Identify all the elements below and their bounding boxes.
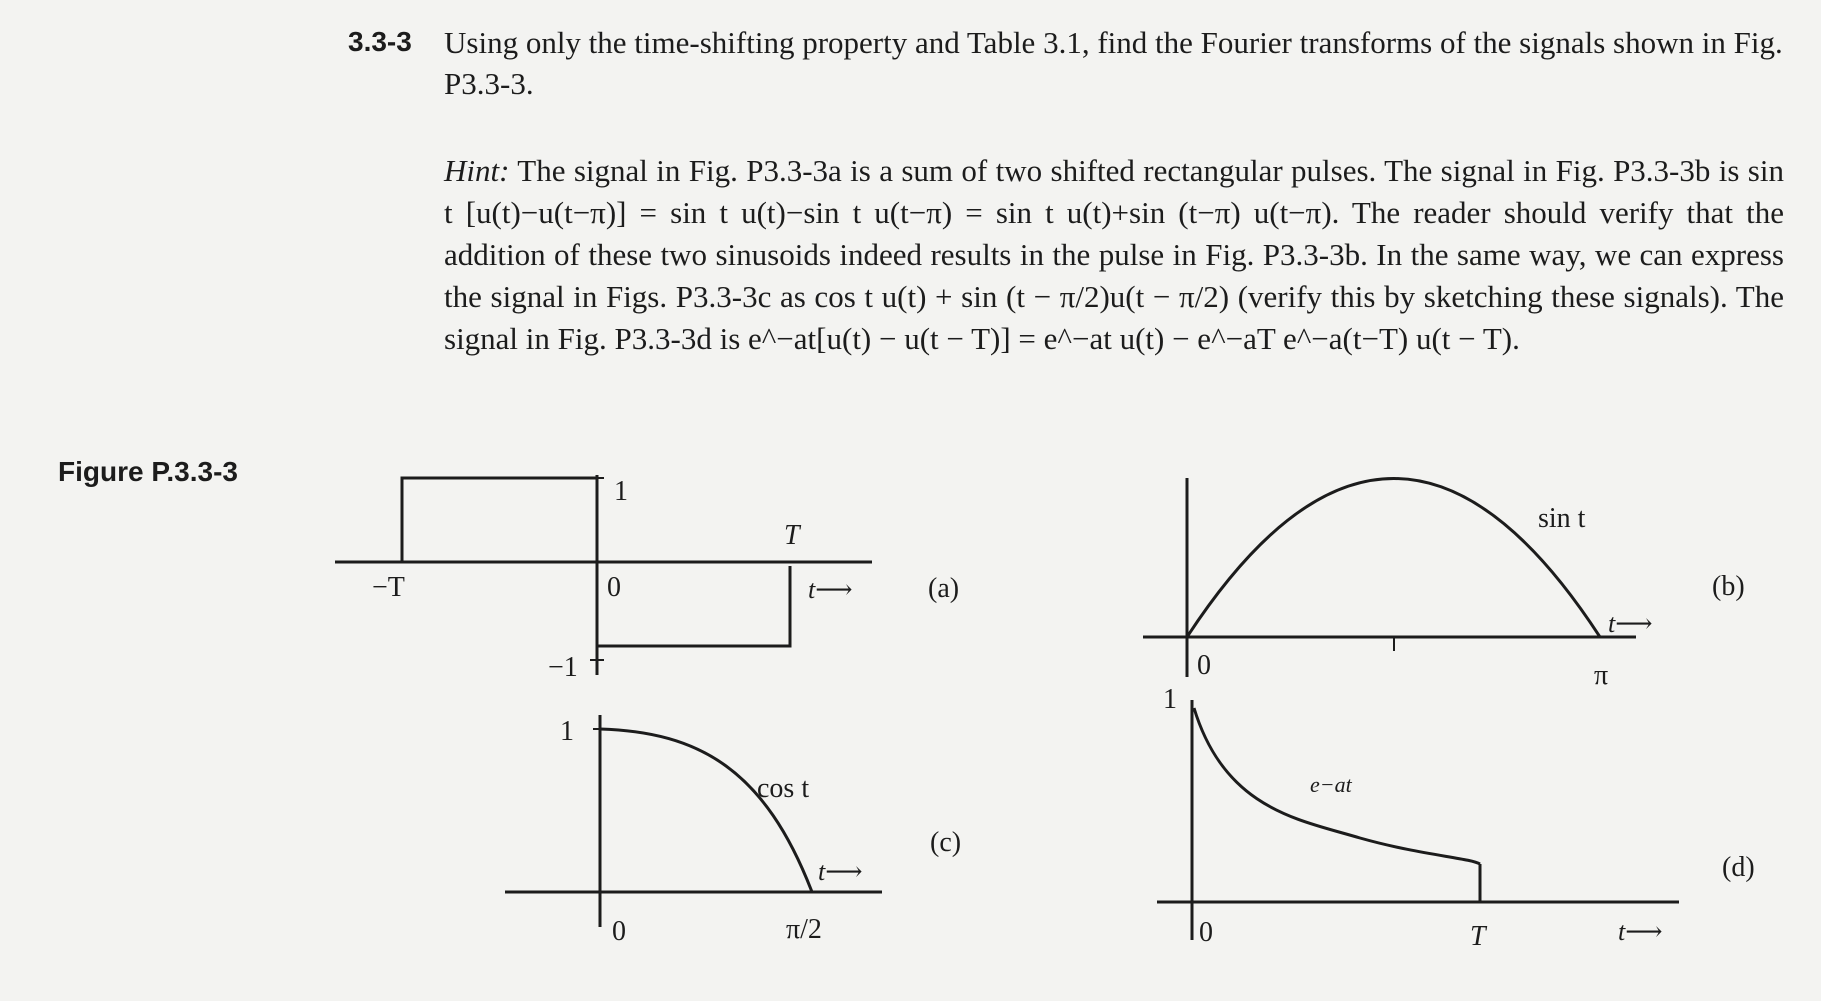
panel-a-label-one: 1: [614, 476, 628, 507]
panel-a-label-T: T: [784, 520, 800, 551]
panel-d: [1157, 700, 1679, 940]
panel-d-label-zero: 0: [1199, 917, 1213, 948]
panel-d-label-one: 1: [1163, 684, 1177, 715]
panel-d-t-axis-label: t⟶: [1618, 917, 1663, 946]
panel-b-curve-label: sin t: [1538, 503, 1586, 534]
panel-d-label-T: T: [1470, 921, 1486, 952]
panel-a-pulse-negative: [597, 566, 790, 646]
panel-d-tag: (d): [1722, 852, 1755, 883]
hint-text: The signal in Fig. P3.3-3a is a sum of two shifted rectangular pulses. The signal in Fig. P3.3-3b is sin t [u(t)−u(t−π)] = sin t u(t)−sin t u(t−π) = sin t u(t)+sin (t−π) u(t−π). The reader should verify that the addition of these two sinusoids indeed results in the pulse in Fig. P3.3-3b. In the same way, we can express the signal in Figs. P3.3-3c as cos t u(t) + sin (t − π/2)u(t − π/2) (verify this by sketching these signals). The signal in Fig. P3.3-3d is e^−at[u(t) − u(t − T)] = e^−at u(t) − e^−aT e^−a(t−T) u(t − T).: [444, 153, 1784, 356]
panel-c-label-one: 1: [560, 716, 574, 747]
panel-a-label-neg-one: −1: [548, 652, 578, 683]
panel-b-t-axis-label: t⟶: [1608, 609, 1653, 638]
panel-d-curve-label: e−at: [1310, 772, 1352, 797]
panel-c-label-zero: 0: [612, 916, 626, 947]
panel-c-cos-curve: [600, 729, 812, 892]
panel-c-tag: (c): [930, 827, 962, 858]
panel-a: [335, 475, 872, 675]
panel-b-label-pi: π: [1594, 660, 1609, 691]
panel-b-tag: (b): [1712, 571, 1745, 602]
panel-a-label-zero: 0: [607, 572, 621, 603]
panel-c-label-pi-half: π/2: [786, 914, 822, 945]
panel-a-t-axis-label: t⟶: [808, 575, 853, 604]
problem-statement: Using only the time-shifting property and Table 3.1, find the Fourier transforms of the signals shown in Fig. P3.3-3.: [444, 25, 1783, 101]
figure-label: Figure P.3.3-3: [58, 456, 239, 487]
hint-label: Hint:: [444, 153, 510, 188]
panel-c-t-axis-label: t⟶: [818, 857, 863, 886]
problem-number: 3.3-3: [348, 26, 412, 57]
panel-a-label-neg-T: −T: [372, 572, 405, 603]
panel-a-pulse-positive: [402, 478, 597, 562]
panel-c-curve-label: cos t: [757, 773, 810, 804]
panel-b-label-zero: 0: [1197, 650, 1211, 681]
panel-a-tag: (a): [928, 573, 960, 604]
